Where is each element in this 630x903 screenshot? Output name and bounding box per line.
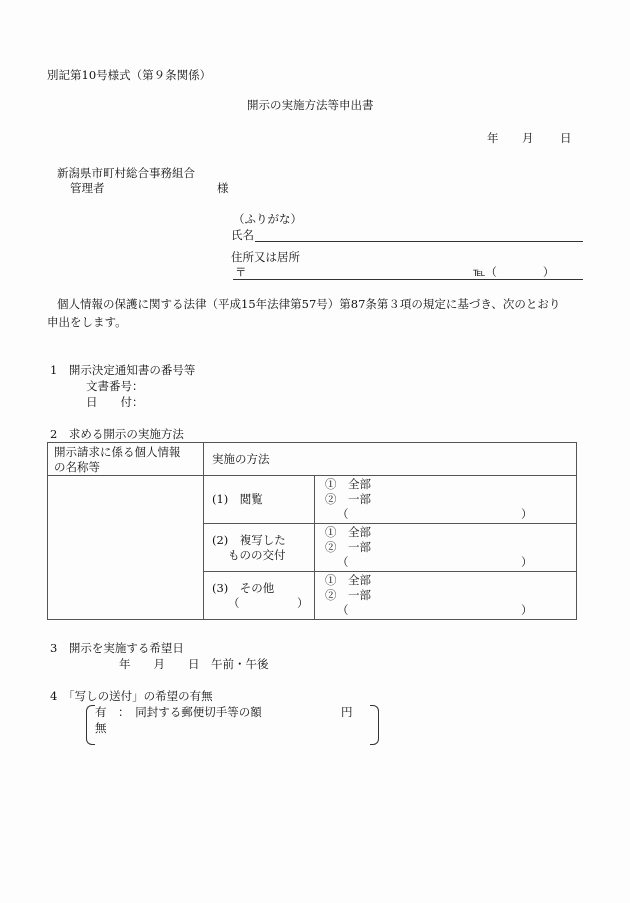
- addressee-role: 管理者: [70, 181, 105, 195]
- doc-date-label: 日 付：: [86, 395, 144, 409]
- date-year: 年: [487, 131, 499, 145]
- intro-line-1: 個人情報の保護に関する法律（平成15年法律第57号）第87条第３項の規定に基づき、次のとおり: [57, 297, 561, 311]
- postal-mark: 〒: [235, 265, 247, 279]
- method-copy-delivery: (2) 複写した ものの交付: [204, 524, 315, 572]
- section3-title: 3 開示を実施する希望日: [50, 641, 184, 655]
- info-name-cell[interactable]: [48, 476, 204, 620]
- method-options-1[interactable]: ① 全部 ② 一部 （ ）: [315, 476, 577, 524]
- form-id: 別記第10号様式（第９条関係）: [47, 68, 212, 82]
- section2-title: 2 求める開示の実施方法: [50, 427, 184, 441]
- addressee-org: 新潟県市町村総合事務組合: [57, 166, 195, 180]
- disclosure-method-table: [47, 442, 577, 620]
- method-options-2[interactable]: ① 全部 ② 一部 （ ）: [315, 524, 577, 572]
- addressee-honorific: 様: [217, 181, 229, 195]
- intro-line-2: 申出をします。: [47, 315, 127, 329]
- section1-title: 1 開示決定通知書の番号等: [50, 363, 196, 377]
- tel-label: ℡（ ）: [473, 265, 555, 279]
- date-month: 月: [522, 131, 534, 145]
- col-header-info-name: 開示請求に係る個人情報 の名称等: [48, 443, 204, 476]
- preferred-date: 年 月 日 午前・午後: [119, 657, 269, 671]
- address-field[interactable]: [233, 279, 583, 280]
- method-other: (3) その他 （ ）: [204, 572, 315, 620]
- furigana-label: （ふりがな）: [233, 212, 302, 226]
- section4-title: 4 「写しの送付」の希望の有無: [50, 689, 213, 703]
- option-yes[interactable]: 有 ： 同封する郵便切手等の額: [95, 705, 262, 719]
- page-title: 開示の実施方法等申出書: [247, 98, 374, 112]
- date-day: 日: [560, 131, 572, 145]
- option-no[interactable]: 無: [95, 721, 107, 735]
- yen-label: 円: [341, 705, 353, 719]
- method-options-3[interactable]: ① 全部 ② 一部 （ ）: [315, 572, 577, 620]
- address-label: 住所又は居所: [231, 250, 300, 264]
- left-bracket: [86, 705, 95, 745]
- col-header-method: 実施の方法: [204, 443, 577, 476]
- right-bracket: [370, 705, 379, 745]
- method-inspection: (1) 閲覧: [204, 476, 315, 524]
- doc-number-label: 文書番号：: [86, 379, 144, 393]
- name-field[interactable]: [255, 241, 583, 242]
- name-label: 氏名: [231, 228, 254, 242]
